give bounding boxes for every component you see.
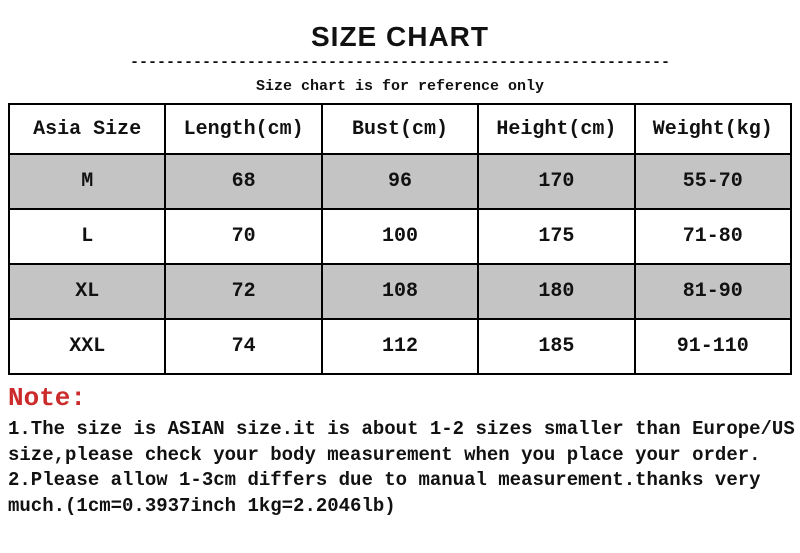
column-header-bust: Bust(cm) [322, 104, 478, 154]
note-lines [8, 417, 800, 519]
cell-xxl-bust: 112 [322, 319, 478, 374]
table-row-l [9, 209, 791, 264]
column-header-length: Length(cm) [165, 104, 321, 154]
table-header-row [9, 104, 791, 154]
page-title: SIZE CHART [311, 21, 489, 52]
column-header-weight: Weight(kg) [635, 104, 791, 154]
cell-xxl-height: 185 [478, 319, 634, 374]
reference-subtitle: Size chart is for reference only [255, 78, 545, 95]
table-row-xl [9, 264, 791, 319]
note-line-4: much.(1cm=0.3937inch 1kg=2.2046lb) [8, 494, 396, 517]
column-header-height: Height(cm) [478, 104, 634, 154]
dashed-divider: ------------------------------------------------------------ [129, 55, 671, 71]
cell-xl-size: XL [9, 264, 165, 319]
note-line-2: size,please check your body measurement when you place your order. [8, 443, 761, 466]
column-header-asia-size: Asia Size [9, 104, 165, 154]
cell-xl-length: 72 [165, 264, 321, 319]
cell-xxl-weight: 91-110 [635, 319, 791, 374]
cell-m-weight: 55-70 [635, 154, 791, 209]
cell-m-height: 170 [478, 154, 634, 209]
table-row-xxl [9, 319, 791, 374]
cell-xl-weight: 81-90 [635, 264, 791, 319]
table-row-m [9, 154, 791, 209]
notes-section [8, 383, 800, 519]
cell-m-bust: 96 [322, 154, 478, 209]
cell-l-weight: 71-80 [635, 209, 791, 264]
note-line-3: 2.Please allow 1-3cm differs due to manual measurement.thanks very [8, 469, 761, 491]
cell-xl-bust: 108 [322, 264, 478, 319]
cell-m-size: M [9, 154, 165, 209]
cell-xxl-length: 74 [165, 319, 321, 374]
cell-l-length: 70 [165, 209, 321, 264]
note-line-1: 1.The size is ASIAN size.it is about 1-2 sizes smaller than Europe/US [8, 418, 795, 440]
note-label: Note: [8, 383, 87, 413]
size-chart-table [8, 103, 792, 375]
cell-xl-height: 180 [478, 264, 634, 319]
cell-l-size: L [9, 209, 165, 264]
cell-xxl-size: XXL [9, 319, 165, 374]
cell-l-bust: 100 [322, 209, 478, 264]
cell-m-length: 68 [165, 154, 321, 209]
cell-l-height: 175 [478, 209, 634, 264]
